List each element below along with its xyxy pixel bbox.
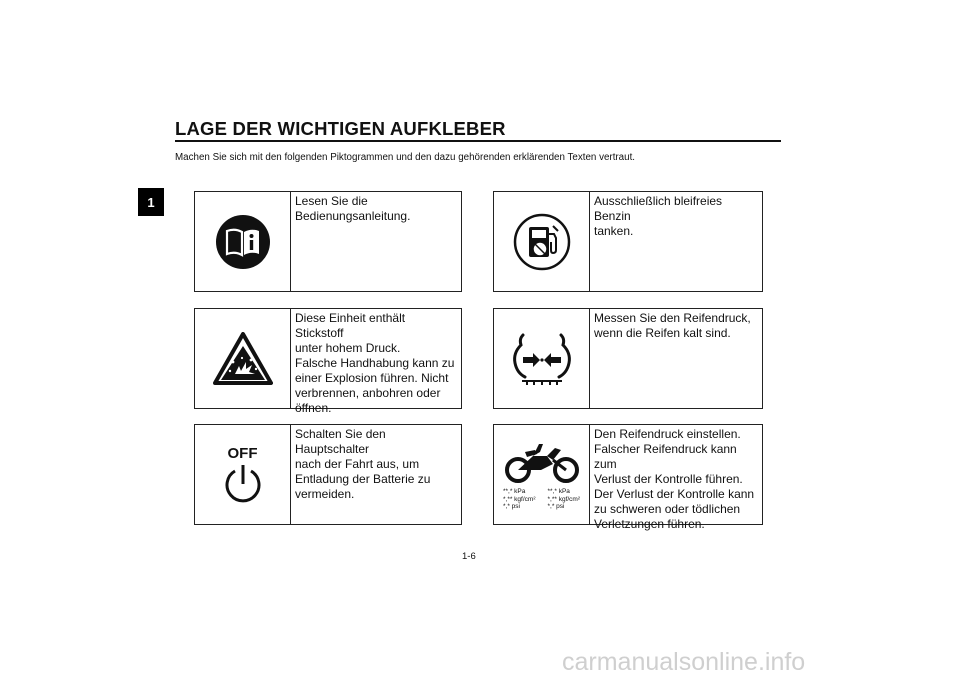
front-pressure-psi: *,* psi — [502, 503, 520, 511]
front-pressure — [503, 488, 536, 511]
tire-pressure-table — [503, 488, 580, 511]
label-icon-cell — [494, 309, 590, 408]
manual-book-icon — [215, 214, 271, 270]
label-text: Den Reifendruck einstellen. Falscher Reifendruck kann zum Verlust der Kontrolle führen. Der Verlust der Kontrolle kann zu schweren oder tödlichen Verletzungen führen. — [594, 427, 755, 531]
label-box-tire-adjust — [493, 424, 763, 531]
label-box-manual — [194, 191, 462, 292]
power-off-icon — [223, 463, 263, 503]
motorcycle-icon — [503, 438, 581, 486]
front-pressure-kpa: **,* kPa — [502, 488, 526, 496]
tire-pressure-icon — [509, 331, 575, 387]
label-box-explosion — [194, 308, 462, 415]
label-box-tire-pressure — [493, 308, 763, 409]
unleaded-fuel-icon — [512, 212, 572, 272]
label-text: Diese Einheit enthält Stickstoff unter hohem Druck. Falsche Handhabung kann zu einer Explosion führen. Nicht verbrennen, anbohren oder öffnen. — [295, 311, 455, 415]
chapter-tab: 1 — [138, 188, 164, 216]
rear-pressure-psi: *,* psi — [547, 503, 565, 511]
label-icon-cell — [195, 192, 291, 291]
label-icon-cell — [494, 192, 590, 291]
title-underline — [175, 140, 781, 142]
label-box-unleaded-fuel — [493, 191, 763, 292]
explosion-warning-icon — [213, 332, 273, 386]
label-box-power-off — [194, 424, 462, 525]
front-pressure-kgf: *,** kgf/cm² — [502, 495, 536, 503]
rear-pressure-kgf: *,** kgf/cm² — [547, 495, 581, 503]
label-text: Ausschließlich bleifreies Benzin tanken. — [594, 194, 723, 238]
rear-pressure — [548, 488, 581, 511]
label-text: Lesen Sie die Bedienungsanleitung. — [295, 194, 411, 223]
rear-pressure-kpa: **,* kPa — [547, 488, 570, 496]
label-icon-cell — [494, 425, 590, 524]
label-text: Messen Sie den Reifendruck, wenn die Reifen kalt sind. — [594, 311, 751, 340]
page-title: LAGE DER WICHTIGEN AUFKLEBER — [175, 118, 506, 139]
page-number: 1-6 — [462, 551, 476, 562]
watermark: carmanualsonline.info — [562, 648, 806, 676]
label-text: Schalten Sie den Hauptschalter nach der Fahrt aus, um Entladung der Batterie zu vermeiden. — [295, 427, 431, 501]
label-icon-cell — [195, 425, 291, 524]
off-label: OFF — [227, 445, 258, 462]
intro-text: Machen Sie sich mit den folgenden Piktogrammen und den dazu gehörenden erklärenden Texten vertraut. — [175, 152, 636, 163]
label-icon-cell — [195, 309, 291, 408]
